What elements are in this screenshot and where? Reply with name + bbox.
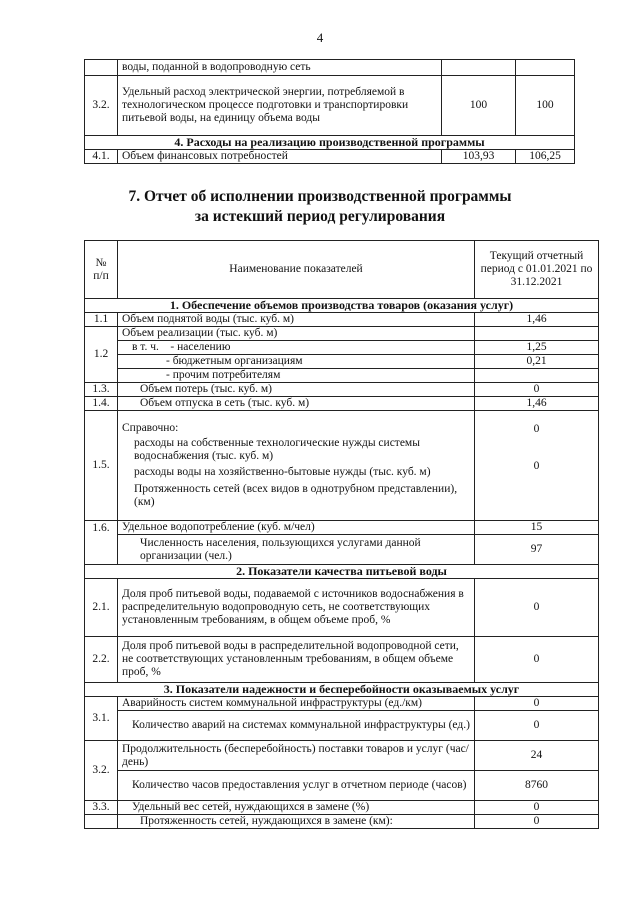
row-number: 1.2 xyxy=(85,327,118,383)
section-row xyxy=(85,565,599,579)
sub-population: в т. ч. - населению xyxy=(118,341,475,355)
table-row xyxy=(85,150,575,164)
population-text: Численность населения, пользующихся услугами данной организации (чел.) xyxy=(118,535,475,565)
table-row xyxy=(85,521,599,535)
table-row xyxy=(85,579,599,637)
table-row xyxy=(85,801,599,815)
row-number: 3.2. xyxy=(85,76,118,136)
heading-line-2: за истекший период регулирования xyxy=(194,208,446,225)
own-needs-text: расходы на собственные технологические нужды системы водоснабжения (тыс. куб. м) xyxy=(134,437,420,462)
section-3-title: 3. Показатели надежности и бесперебойности оказываемых услуг xyxy=(85,683,599,697)
table-row xyxy=(85,411,599,521)
table-row xyxy=(85,697,599,711)
row-value-2: 100 xyxy=(516,76,575,136)
row-value xyxy=(475,411,599,521)
row-value: 1,46 xyxy=(475,313,599,327)
top-table xyxy=(84,59,575,164)
household-text: расходы воды на хозяйственно-бытовые нужды (тыс. куб. м) xyxy=(134,466,431,478)
table-row xyxy=(85,535,599,565)
row-value: 0 xyxy=(475,383,599,397)
section-2-title: 2. Показатели качества питьевой воды xyxy=(85,565,599,579)
row-value: 0 xyxy=(475,801,599,815)
row-number: 1.1 xyxy=(85,313,118,327)
row-number: 2.1. xyxy=(85,579,118,637)
table-row xyxy=(85,771,599,801)
row-value-2: 106,25 xyxy=(516,150,575,164)
table-row xyxy=(85,60,575,76)
row-number: 1.4. xyxy=(85,397,118,411)
row-name: Аварийность систем коммунальной инфраструктуры (ед./км) xyxy=(118,697,475,711)
row-value: 1,46 xyxy=(475,397,599,411)
table-row xyxy=(85,355,599,369)
row-number: 3.2. xyxy=(85,741,118,801)
table-row xyxy=(85,741,599,771)
header-name: Наименование показателей xyxy=(118,241,475,299)
row-name: Объем поднятой воды (тыс. куб. м) xyxy=(118,313,475,327)
row-value: 0 xyxy=(475,637,599,683)
header-row xyxy=(85,241,599,299)
row-number: 4.1. xyxy=(85,150,118,164)
table-row xyxy=(85,711,599,741)
header-period: Текущий отчетный период с 01.01.2021 по 31.12.2021 xyxy=(475,241,599,299)
row-name: Объем отпуска в сеть (тыс. куб. м) xyxy=(118,397,475,411)
row-number: 1.3. xyxy=(85,383,118,397)
row-name: Удельный расход электрической энергии, потребляемой в технологическом процессе подготовки и транспортировки питьевой воды, на единицу объема воды xyxy=(118,76,442,136)
own-needs-value: 0 xyxy=(533,423,540,435)
length-value: 0 xyxy=(475,815,599,829)
row-name: Удельный вес сетей, нуждающихся в замене (%) xyxy=(118,801,475,815)
row-number: 1.5. xyxy=(85,411,118,521)
table-row xyxy=(85,327,599,341)
reference-label: Справочно: xyxy=(122,422,179,434)
row-value: 0 xyxy=(475,697,599,711)
sub-budget-value: 0,21 xyxy=(475,355,599,369)
row-name: Объем финансовых потребностей xyxy=(118,150,442,164)
main-table xyxy=(84,240,599,829)
accidents-text: Количество аварий на системах коммунальной инфраструктуры (ед.) xyxy=(118,711,475,741)
table-row xyxy=(85,637,599,683)
row-value-1: 100 xyxy=(442,76,516,136)
household-value: 0 xyxy=(533,460,540,472)
row-value: 15 xyxy=(475,521,599,535)
population-value: 97 xyxy=(475,535,599,565)
table-row xyxy=(85,341,599,355)
page-number: 4 xyxy=(316,30,324,45)
row-name: Продолжительность (бесперебойность) поставки товаров и услуг (час/день) xyxy=(118,741,475,771)
row-name: Доля проб питьевой воды в распределительной водопроводной сети, не соответствующих установленным требованиям, в общем объеме проб, % xyxy=(118,637,475,683)
row-name: Объем потерь (тыс. куб. м) xyxy=(118,383,475,397)
row-name: Удельное водопотребление (куб. м/чел) xyxy=(118,521,475,535)
section-row xyxy=(85,683,599,697)
heading-line-1: 7. Отчет об исполнении производственной программы xyxy=(128,188,512,205)
table-row xyxy=(85,397,599,411)
section-4-title: 4. Расходы на реализацию производственной программы xyxy=(85,136,575,150)
hours-value: 8760 xyxy=(475,771,599,801)
row-value: 0 xyxy=(475,579,599,637)
header-num: № п/п xyxy=(85,241,118,299)
network-length-text: Протяженность сетей (всех видов в однотрубном представлении), (км) xyxy=(134,483,458,508)
sub-budget: - бюджетным организациям xyxy=(118,355,475,369)
report-heading xyxy=(0,187,640,227)
row-name: Объем реализации (тыс. куб. м) xyxy=(118,327,475,341)
row-value-1: 103,93 xyxy=(442,150,516,164)
section-row xyxy=(85,299,599,313)
accidents-value: 0 xyxy=(475,711,599,741)
sub-population-value: 1,25 xyxy=(475,341,599,355)
row-number: 2.2. xyxy=(85,637,118,683)
row-number: 1.6. xyxy=(85,521,118,565)
table-row xyxy=(85,76,575,136)
row-name: Доля проб питьевой воды, подаваемой с источников водоснабжения в распределительную водопроводную сеть, не соответствующих установленным требованиям, в общем объеме проб, % xyxy=(118,579,475,637)
table-row xyxy=(85,383,599,397)
continued-cell: воды, поданной в водопроводную сеть xyxy=(118,60,442,76)
sub-other: - прочим потребителям xyxy=(118,369,475,383)
row-number: 3.3. xyxy=(85,801,118,815)
table-row xyxy=(85,369,599,383)
section-row xyxy=(85,136,575,150)
row-value: 24 xyxy=(475,741,599,771)
row-name xyxy=(118,411,475,521)
length-text: Протяженность сетей, нуждающихся в замене (км): xyxy=(118,815,475,829)
table-row xyxy=(85,313,599,327)
section-1-title: 1. Обеспечение объемов производства товаров (оказания услуг) xyxy=(85,299,599,313)
hours-text: Количество часов предоставления услуг в отчетном периоде (часов) xyxy=(118,771,475,801)
row-number: 3.1. xyxy=(85,697,118,741)
table-row xyxy=(85,815,599,829)
